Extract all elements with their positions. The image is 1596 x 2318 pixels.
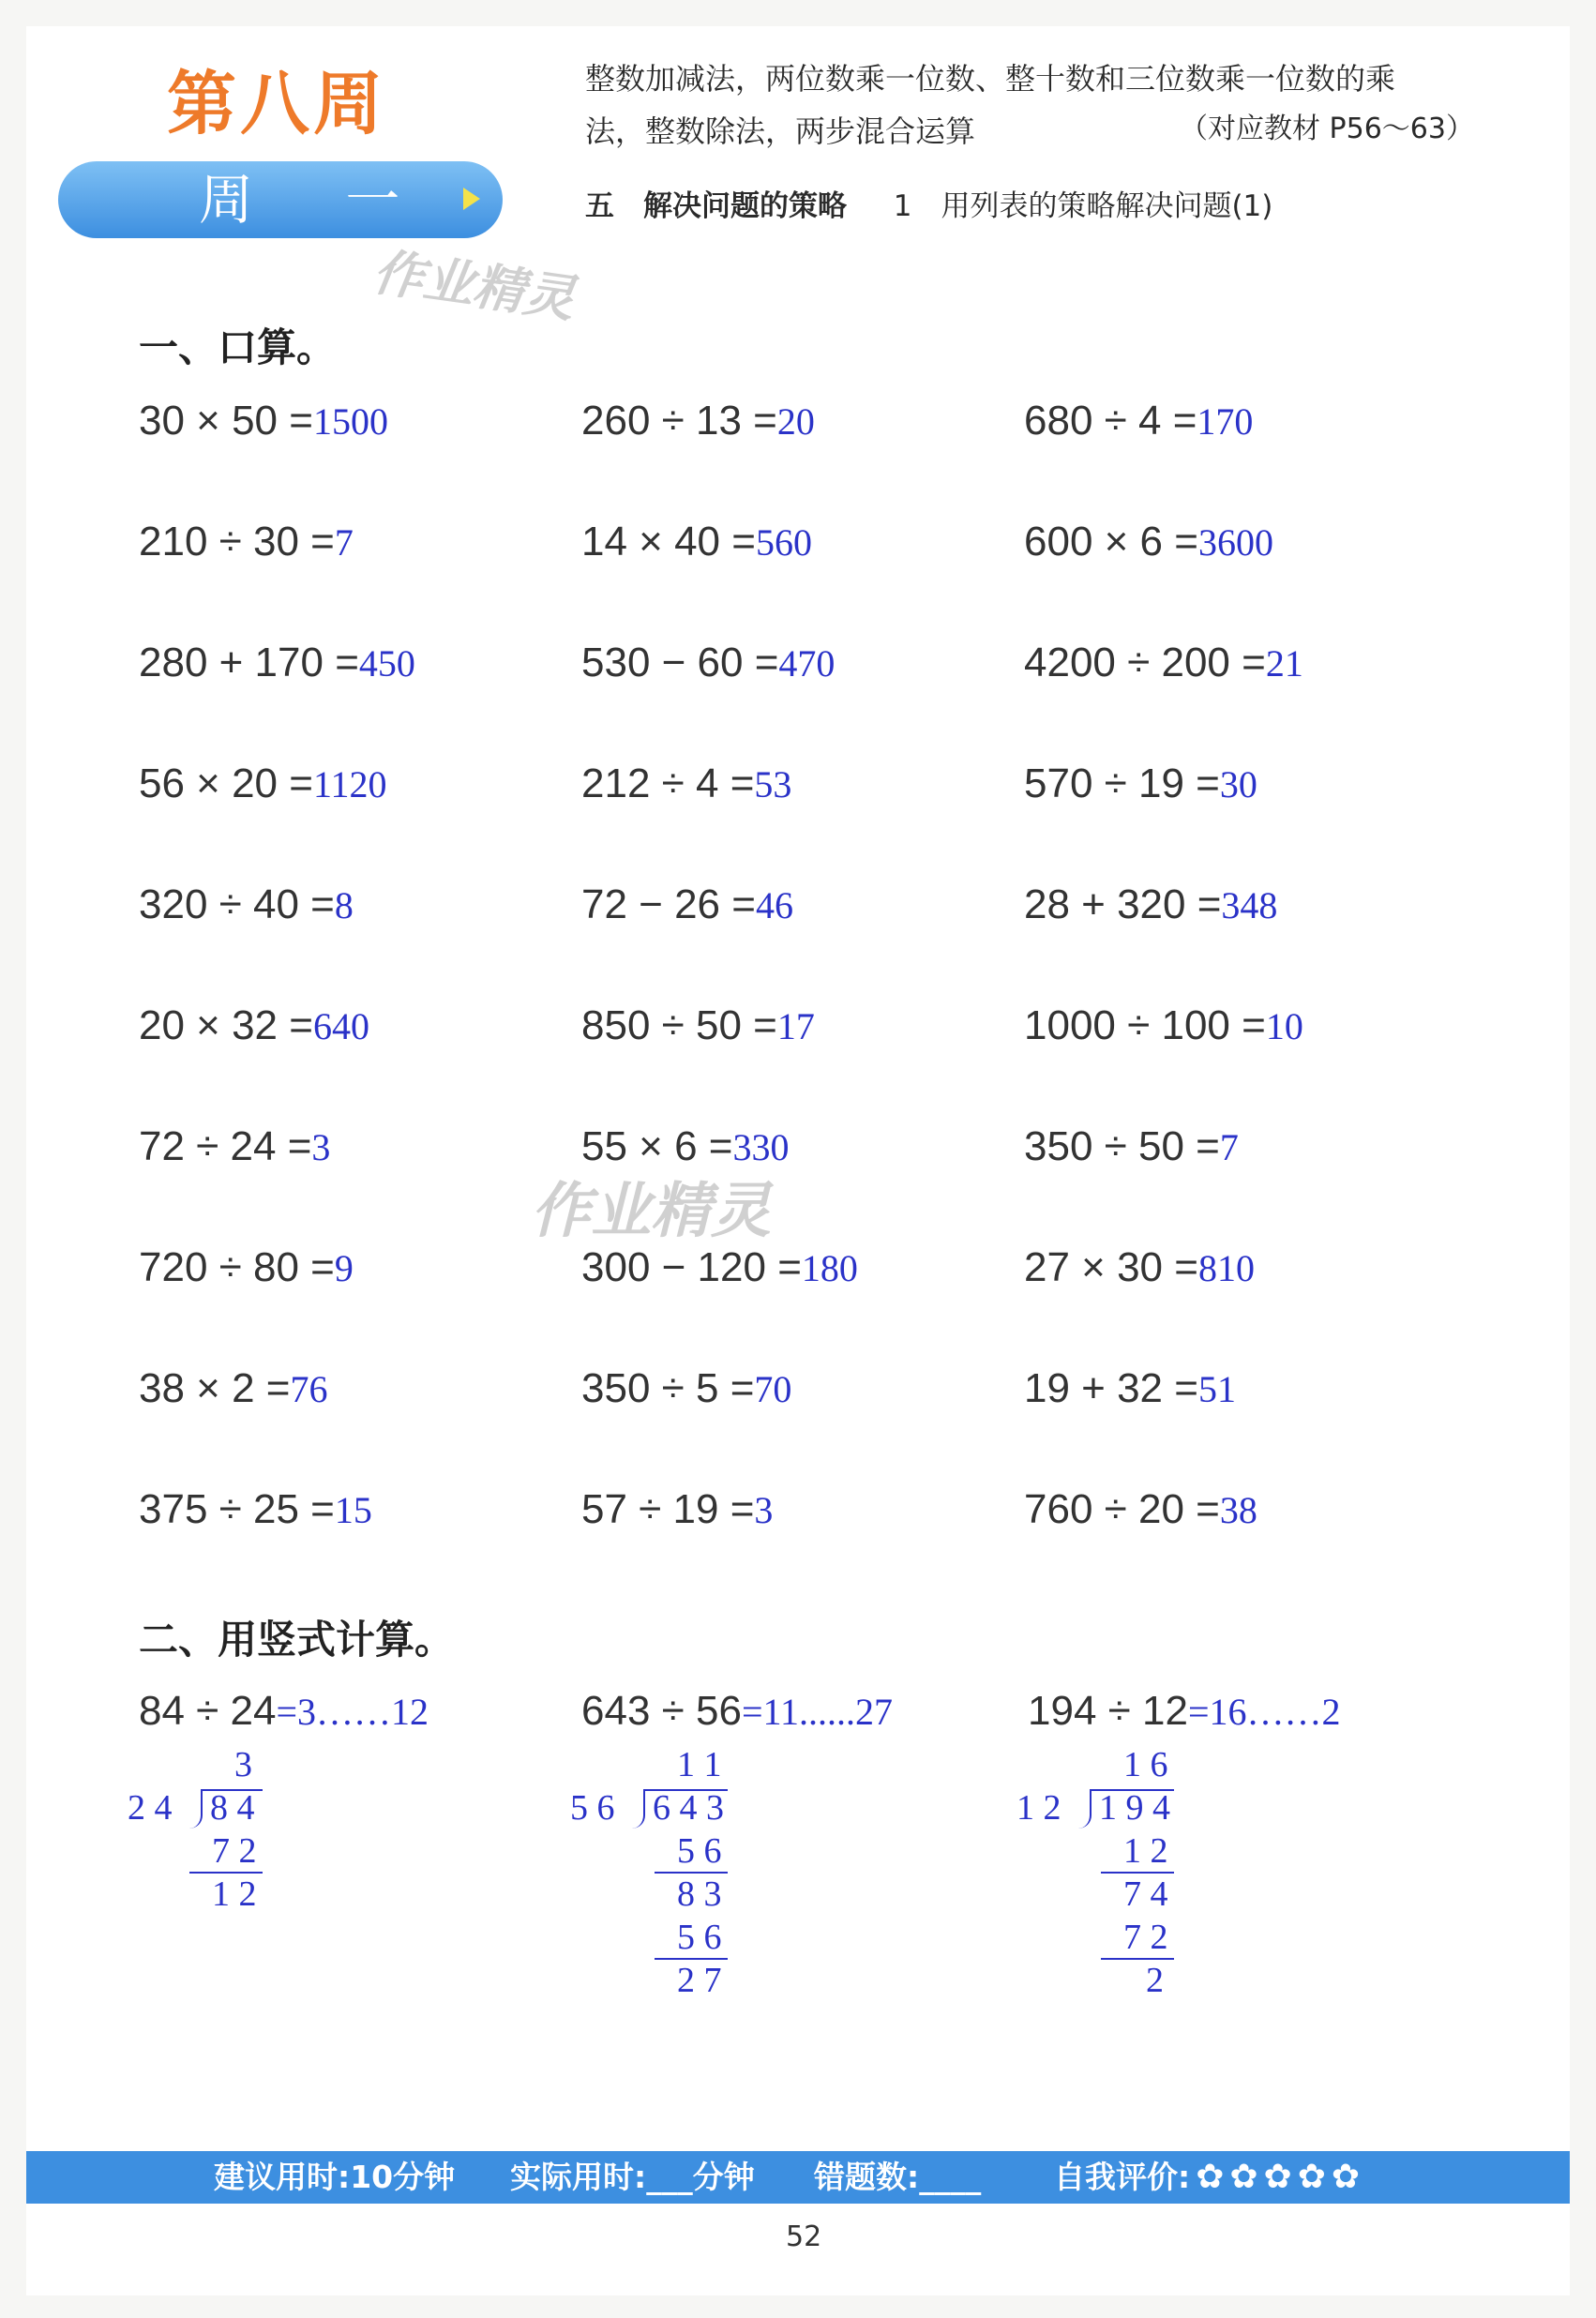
oral-problem [139, 519, 354, 565]
oral-problem [1024, 519, 1273, 565]
handwritten-answer: =11......27 [741, 1691, 894, 1733]
topic-line-1: 整数加减法，两位数乘一位数、整十数和三位数乘一位数的乘 [585, 61, 1396, 97]
problem-expression: 530 − 60 = [581, 640, 779, 685]
problem-expression: 280 + 170 = [139, 640, 359, 685]
handwritten-answer: 470 [778, 642, 836, 685]
oral-problem [139, 1002, 369, 1049]
handwritten-answer: 330 [732, 1126, 790, 1168]
handwritten-answer: 51 [1197, 1368, 1236, 1410]
handwritten-answer: 76 [290, 1368, 328, 1410]
handwritten-answer: 180 [801, 1247, 858, 1289]
handwritten-answer: =3……12 [276, 1691, 429, 1733]
error-count: 错题数:____ [814, 2159, 982, 2195]
oral-problem [139, 1123, 330, 1170]
unit-line [585, 182, 1272, 224]
flower-icon[interactable]: ✿ [1297, 2158, 1326, 2196]
remainder-row: 2 [1146, 1961, 1164, 2000]
week-title: 第八周 [167, 64, 386, 144]
remainder-row: 8 3 [677, 1874, 722, 1914]
subtract-row: 5 6 [677, 1831, 722, 1871]
handwritten-answer: 170 [1197, 400, 1254, 443]
handwritten-answer: 38 [1219, 1489, 1257, 1531]
problem-expression: 38 × 2 = [139, 1365, 291, 1411]
problem-expression: 1000 ÷ 100 = [1024, 1002, 1266, 1048]
remainder-row: 1 2 [212, 1874, 257, 1914]
subtract-row: 5 6 [677, 1918, 722, 1957]
handwritten-answer: 1500 [312, 400, 388, 443]
section-heading-oral-calc: 一、口算。 [139, 324, 337, 370]
oral-problem [1024, 760, 1257, 807]
handwritten-answer: 15 [334, 1489, 372, 1531]
lesson-label: 1 用列表的策略解决问题(1) [893, 189, 1273, 223]
handwritten-answer: =16……2 [1187, 1691, 1341, 1733]
problem-expression: 57 ÷ 19 = [581, 1486, 755, 1532]
textbook-reference: （对应教材 P56～63） [1180, 113, 1474, 145]
problem-expression: 680 ÷ 4 = [1024, 398, 1197, 444]
problem-expression: 570 ÷ 19 = [1024, 760, 1220, 806]
handwritten-answer: 3 [754, 1489, 774, 1531]
play-arrow-icon [463, 188, 480, 210]
oral-problem [1024, 1002, 1303, 1049]
handwritten-answer: 17 [776, 1005, 815, 1047]
watermark: 作业精灵 [531, 1177, 771, 1246]
division-problem [139, 1688, 429, 1735]
division-problem [581, 1688, 893, 1735]
rating-flowers [1190, 2159, 1360, 2195]
problem-expression: 300 − 120 = [581, 1244, 802, 1290]
problem-expression: 350 ÷ 5 = [581, 1365, 755, 1411]
problem-expression: 760 ÷ 20 = [1024, 1486, 1220, 1532]
problem-expression: 643 ÷ 56 [581, 1688, 742, 1734]
problem-expression: 14 × 40 = [581, 519, 756, 564]
oral-problem [1024, 398, 1253, 444]
quotient: 3 [234, 1745, 252, 1784]
topic-line-2: 法，整数除法，两步混合运算 [585, 113, 976, 149]
divisor: 5 6 [570, 1788, 615, 1828]
flower-icon[interactable]: ✿ [1196, 2158, 1225, 2196]
self-evaluation [1054, 2151, 1360, 2204]
oral-problem [139, 398, 388, 444]
actual-time: 实际用时:___分钟 [510, 2159, 755, 2195]
problem-expression: 720 ÷ 80 = [139, 1244, 335, 1290]
problem-expression: 320 ÷ 40 = [139, 881, 335, 927]
oral-problem [139, 640, 415, 686]
handwritten-answer: 450 [358, 642, 415, 685]
oral-problem [139, 1486, 372, 1533]
watermark: 作业精灵 [369, 242, 579, 329]
day-tab-label: 周 一 [199, 168, 438, 232]
handwritten-answer: 3 [311, 1126, 331, 1168]
divisor: 1 2 [1016, 1788, 1061, 1828]
handwritten-answer: 3600 [1197, 521, 1273, 564]
problem-expression: 19 + 32 = [1024, 1365, 1198, 1411]
remainder-row: 2 7 [677, 1961, 722, 2000]
oral-problem [1024, 640, 1303, 686]
suggested-time: 建议用时:10分钟 [214, 2159, 456, 2195]
oral-problem [581, 1365, 791, 1412]
problem-expression: 194 ÷ 12 [1028, 1688, 1188, 1734]
dividend: 6 4 3 [653, 1788, 724, 1828]
oral-problem [581, 881, 793, 928]
problem-expression: 56 × 20 = [139, 760, 313, 806]
problem-expression: 30 × 50 = [139, 398, 313, 444]
flower-icon[interactable]: ✿ [1229, 2158, 1258, 2196]
handwritten-answer: 7 [334, 521, 354, 564]
problem-expression: 260 ÷ 13 = [581, 398, 777, 444]
problem-expression: 72 − 26 = [581, 881, 756, 927]
handwritten-answer: 20 [776, 400, 815, 443]
problem-expression: 4200 ÷ 200 = [1024, 640, 1266, 685]
handwritten-answer: 30 [1219, 763, 1257, 805]
problem-expression: 212 ÷ 4 = [581, 760, 755, 806]
division-bracket-curve [188, 1789, 203, 1829]
handwritten-answer: 9 [334, 1247, 354, 1289]
flower-icon[interactable]: ✿ [1263, 2158, 1292, 2196]
oral-problem [139, 1365, 327, 1412]
oral-problem [1024, 881, 1277, 928]
section-heading-long-division: 二、用竖式计算。 [139, 1617, 455, 1663]
flower-icon[interactable]: ✿ [1331, 2158, 1361, 2196]
problem-expression: 27 × 30 = [1024, 1244, 1198, 1290]
handwritten-answer: 348 [1221, 884, 1278, 926]
handwritten-answer: 640 [312, 1005, 369, 1047]
division-bracket-curve [630, 1789, 645, 1829]
oral-problem [139, 760, 386, 807]
handwritten-answer: 1120 [312, 763, 387, 805]
oral-problem [581, 760, 791, 807]
oral-problem [581, 398, 815, 444]
oral-problem [1024, 1123, 1239, 1170]
handwritten-answer: 10 [1265, 1005, 1303, 1047]
subtract-row: 1 2 [1123, 1831, 1168, 1871]
handwritten-answer: 560 [755, 521, 812, 564]
problem-expression: 55 × 6 = [581, 1123, 733, 1169]
oral-problem [581, 1486, 773, 1533]
problem-expression: 375 ÷ 25 = [139, 1486, 335, 1532]
dividend: 1 9 4 [1099, 1788, 1170, 1828]
division-bracket-curve [1077, 1789, 1092, 1829]
self-evaluation-label: 自我评价: [1054, 2159, 1191, 2195]
handwritten-answer: 70 [754, 1368, 792, 1410]
remainder-row: 7 4 [1123, 1874, 1168, 1914]
problem-expression: 20 × 32 = [139, 1002, 313, 1048]
oral-problem [139, 881, 354, 928]
quotient: 1 6 [1123, 1745, 1168, 1784]
handwritten-answer: 810 [1197, 1247, 1255, 1289]
subtract-row: 7 2 [1123, 1918, 1168, 1957]
handwritten-answer: 53 [754, 763, 792, 805]
problem-expression: 84 ÷ 24 [139, 1688, 277, 1734]
problem-expression: 72 ÷ 24 = [139, 1123, 312, 1169]
problem-expression: 28 + 320 = [1024, 881, 1222, 927]
problem-expression: 600 × 6 = [1024, 519, 1198, 564]
oral-problem [581, 1244, 858, 1291]
divisor: 2 4 [128, 1788, 173, 1828]
handwritten-answer: 21 [1265, 642, 1303, 685]
oral-problem [1024, 1365, 1236, 1412]
unit-label: 五 解决问题的策略 [585, 189, 847, 223]
oral-problem [581, 1002, 815, 1049]
handwritten-answer: 46 [755, 884, 793, 926]
quotient: 1 1 [677, 1745, 722, 1784]
oral-problem [581, 1123, 789, 1170]
oral-problem [581, 640, 835, 686]
oral-problem [1024, 1486, 1257, 1533]
page-number: 52 [786, 2220, 822, 2253]
dividend: 8 4 [210, 1788, 255, 1828]
oral-problem [139, 1244, 354, 1291]
oral-problem [1024, 1244, 1255, 1291]
division-problem [1028, 1688, 1341, 1735]
problem-expression: 210 ÷ 30 = [139, 519, 335, 564]
problem-expression: 850 ÷ 50 = [581, 1002, 777, 1048]
problem-expression: 350 ÷ 50 = [1024, 1123, 1220, 1169]
handwritten-answer: 7 [1219, 1126, 1239, 1168]
handwritten-answer: 8 [334, 884, 354, 926]
oral-problem [581, 519, 812, 565]
subtract-row: 7 2 [212, 1831, 257, 1871]
